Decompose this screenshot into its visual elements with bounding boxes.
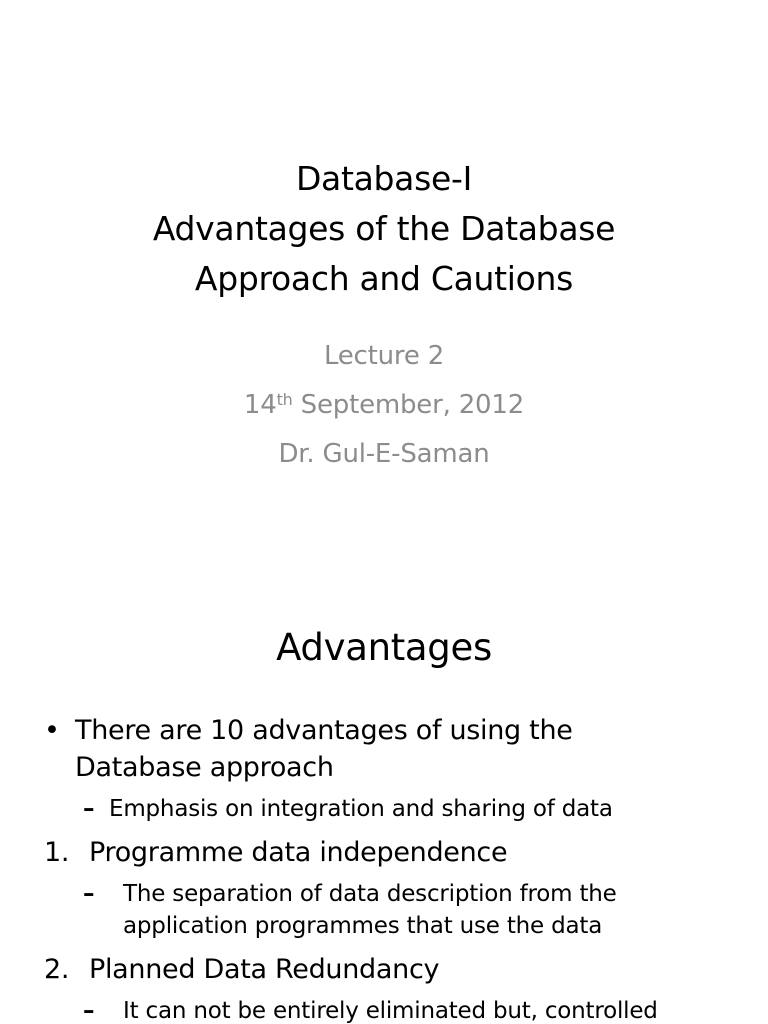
item-number: 2.: [44, 954, 70, 985]
sub-bullet-text: It can not be entirely eliminated but, controlled: [123, 998, 658, 1024]
item-label: Programme data independence: [89, 837, 508, 868]
date-rest: September, 2012: [292, 390, 525, 420]
bullet-marker: •: [44, 715, 60, 746]
numbered-item: [44, 951, 744, 988]
title-line: Approach and Cautions: [194, 259, 574, 298]
title-line: Advantages of the Database: [152, 209, 616, 248]
lecture-number: Lecture 2: [323, 341, 445, 371]
lecture-date: [0, 381, 768, 430]
title-line: Database-I: [295, 159, 473, 198]
intro-sub-bullet: [83, 793, 743, 825]
bullet-text-line: Database approach: [75, 752, 334, 783]
numbered-item: [44, 834, 744, 871]
sub-bullet-text-line: The separation of data description from the: [123, 881, 617, 907]
bullet-text-line: There are 10 advantages of using the: [75, 715, 573, 746]
slide-heading: Advantages: [276, 626, 492, 669]
dash-marker: –: [83, 998, 95, 1024]
slide-title: [0, 154, 768, 304]
item-label: Planned Data Redundancy: [89, 954, 440, 985]
date-day: 14: [243, 390, 277, 420]
slide-subtitle: [0, 332, 768, 479]
item-number: 1.: [44, 837, 70, 868]
item-sub-bullet: [83, 995, 743, 1024]
date-suffix: th: [276, 390, 293, 409]
item-sub-bullet: [83, 878, 743, 942]
sub-bullet-text-line: application programmes that use the data: [123, 913, 603, 939]
intro-bullet: [44, 712, 744, 786]
author-name: Dr. Gul-E-Saman: [278, 439, 490, 469]
advantages-slide: [0, 576, 768, 1024]
dash-marker: –: [83, 881, 95, 907]
sub-bullet-text: Emphasis on integration and sharing of data: [109, 796, 613, 822]
dash-marker: –: [83, 796, 95, 822]
